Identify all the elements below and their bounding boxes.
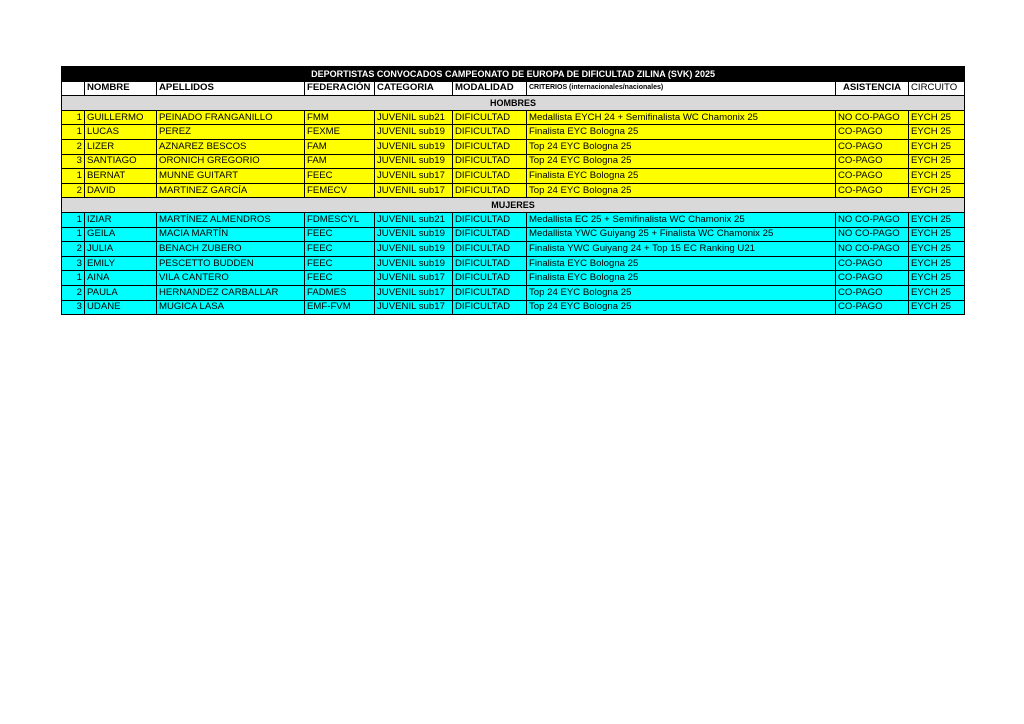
cell-asistencia: CO-PAGO bbox=[836, 154, 909, 169]
cell-federacion: FMM bbox=[305, 110, 375, 125]
table-row bbox=[62, 242, 965, 257]
header-row bbox=[62, 81, 965, 96]
section-header-row bbox=[62, 96, 965, 111]
cell-federacion: FAM bbox=[305, 154, 375, 169]
cell-nombre: AINA bbox=[85, 271, 157, 286]
cell-nombre: BERNAT bbox=[85, 169, 157, 184]
cell-apellidos: MUGICA LASA bbox=[157, 300, 305, 315]
cell-criterios: Top 24 EYC Bologna 25 bbox=[527, 154, 836, 169]
table-row bbox=[62, 300, 965, 315]
cell-asistencia: NO CO-PAGO bbox=[836, 227, 909, 242]
cell-nombre: LUCAS bbox=[85, 125, 157, 140]
cell-apellidos: VILA CANTERO bbox=[157, 271, 305, 286]
cell-federacion: FDMESCYL bbox=[305, 212, 375, 227]
cell-circuito: EYCH 25 bbox=[909, 285, 965, 300]
cell-num: 1 bbox=[62, 212, 85, 227]
title-row bbox=[62, 67, 965, 82]
cell-apellidos: BENACH ZUBERO bbox=[157, 242, 305, 257]
cell-apellidos: PESCETTO BUDDEN bbox=[157, 256, 305, 271]
cell-modalidad: DIFICULTAD bbox=[453, 285, 527, 300]
header-asistencia: ASISTENCIA bbox=[836, 81, 909, 96]
section-header-row bbox=[62, 198, 965, 213]
cell-apellidos: MACIA MARTÍN bbox=[157, 227, 305, 242]
cell-modalidad: DIFICULTAD bbox=[453, 169, 527, 184]
cell-categoria: JUVENIL sub17 bbox=[375, 169, 453, 184]
table-row bbox=[62, 227, 965, 242]
cell-num: 3 bbox=[62, 154, 85, 169]
table-row bbox=[62, 139, 965, 154]
cell-federacion: FEEC bbox=[305, 169, 375, 184]
cell-federacion: FEXME bbox=[305, 125, 375, 140]
cell-federacion: FADMES bbox=[305, 285, 375, 300]
cell-asistencia: NO CO-PAGO bbox=[836, 242, 909, 257]
cell-criterios: Medallista EYCH 24 + Semifinalista WC Chamonix 25 bbox=[527, 110, 836, 125]
cell-categoria: JUVENIL sub19 bbox=[375, 227, 453, 242]
cell-asistencia: CO-PAGO bbox=[836, 256, 909, 271]
cell-asistencia: CO-PAGO bbox=[836, 169, 909, 184]
cell-criterios: Finalista YWC Guiyang 24 + Top 15 EC Ranking U21 bbox=[527, 242, 836, 257]
cell-circuito: EYCH 25 bbox=[909, 139, 965, 154]
header-num bbox=[62, 81, 85, 96]
cell-circuito: EYCH 25 bbox=[909, 212, 965, 227]
cell-modalidad: DIFICULTAD bbox=[453, 242, 527, 257]
cell-categoria: JUVENIL sub19 bbox=[375, 242, 453, 257]
cell-circuito: EYCH 25 bbox=[909, 227, 965, 242]
cell-asistencia: CO-PAGO bbox=[836, 300, 909, 315]
cell-nombre: JULIA bbox=[85, 242, 157, 257]
cell-circuito: EYCH 25 bbox=[909, 256, 965, 271]
cell-apellidos: MARTÍNEZ ALMENDROS bbox=[157, 212, 305, 227]
cell-categoria: JUVENIL sub21 bbox=[375, 212, 453, 227]
cell-categoria: JUVENIL sub19 bbox=[375, 256, 453, 271]
cell-categoria: JUVENIL sub19 bbox=[375, 139, 453, 154]
table-row bbox=[62, 212, 965, 227]
table-title: DEPORTISTAS CONVOCADOS CAMPEONATO DE EUROPA DE DIFICULTAD ZILINA (SVK) 2025 bbox=[62, 67, 965, 82]
cell-num: 1 bbox=[62, 227, 85, 242]
cell-circuito: EYCH 25 bbox=[909, 125, 965, 140]
athletes-table bbox=[61, 66, 965, 315]
cell-federacion: FEEC bbox=[305, 271, 375, 286]
cell-federacion: FEEC bbox=[305, 242, 375, 257]
cell-apellidos: HERNANDEZ CARBALLAR bbox=[157, 285, 305, 300]
cell-federacion: FEMECV bbox=[305, 183, 375, 198]
cell-num: 1 bbox=[62, 125, 85, 140]
cell-asistencia: CO-PAGO bbox=[836, 285, 909, 300]
cell-modalidad: DIFICULTAD bbox=[453, 183, 527, 198]
cell-categoria: JUVENIL sub17 bbox=[375, 285, 453, 300]
cell-nombre: GEILA bbox=[85, 227, 157, 242]
cell-criterios: Top 24 EYC Bologna 25 bbox=[527, 183, 836, 198]
cell-criterios: Finalista EYC Bologna 25 bbox=[527, 169, 836, 184]
table-row bbox=[62, 285, 965, 300]
table-row bbox=[62, 154, 965, 169]
cell-apellidos: ORONICH GREGORIO bbox=[157, 154, 305, 169]
cell-criterios: Medallista YWC Guiyang 25 + Finalista WC Chamonix 25 bbox=[527, 227, 836, 242]
header-categoria: CATEGORIA bbox=[375, 81, 453, 96]
cell-criterios: Medallista EC 25 + Semifinalista WC Chamonix 25 bbox=[527, 212, 836, 227]
cell-modalidad: DIFICULTAD bbox=[453, 212, 527, 227]
cell-num: 3 bbox=[62, 300, 85, 315]
cell-criterios: Top 24 EYC Bologna 25 bbox=[527, 285, 836, 300]
cell-categoria: JUVENIL sub17 bbox=[375, 271, 453, 286]
table-row bbox=[62, 183, 965, 198]
cell-circuito: EYCH 25 bbox=[909, 154, 965, 169]
cell-circuito: EYCH 25 bbox=[909, 271, 965, 286]
cell-modalidad: DIFICULTAD bbox=[453, 300, 527, 315]
cell-modalidad: DIFICULTAD bbox=[453, 139, 527, 154]
cell-apellidos: PEINADO FRANGANILLO bbox=[157, 110, 305, 125]
cell-num: 2 bbox=[62, 183, 85, 198]
cell-modalidad: DIFICULTAD bbox=[453, 125, 527, 140]
cell-num: 1 bbox=[62, 110, 85, 125]
cell-modalidad: DIFICULTAD bbox=[453, 227, 527, 242]
table-row bbox=[62, 256, 965, 271]
cell-modalidad: DIFICULTAD bbox=[453, 110, 527, 125]
table-row bbox=[62, 125, 965, 140]
cell-num: 3 bbox=[62, 256, 85, 271]
cell-apellidos: MUNNE GUITART bbox=[157, 169, 305, 184]
cell-criterios: Finalista EYC Bologna 25 bbox=[527, 125, 836, 140]
cell-criterios: Top 24 EYC Bologna 25 bbox=[527, 139, 836, 154]
cell-num: 2 bbox=[62, 285, 85, 300]
cell-categoria: JUVENIL sub19 bbox=[375, 154, 453, 169]
header-criterios: CRITERIOS (internacionales/nacionales) bbox=[527, 81, 836, 96]
section-label: MUJERES bbox=[62, 198, 965, 213]
cell-circuito: EYCH 25 bbox=[909, 242, 965, 257]
cell-categoria: JUVENIL sub19 bbox=[375, 125, 453, 140]
cell-nombre: PAULA bbox=[85, 285, 157, 300]
table-row bbox=[62, 271, 965, 286]
cell-modalidad: DIFICULTAD bbox=[453, 256, 527, 271]
header-apellidos: APELLIDOS bbox=[157, 81, 305, 96]
cell-categoria: JUVENIL sub17 bbox=[375, 183, 453, 198]
cell-federacion: FEEC bbox=[305, 256, 375, 271]
table-row bbox=[62, 169, 965, 184]
cell-nombre: SANTIAGO bbox=[85, 154, 157, 169]
header-nombre: NOMBRE bbox=[85, 81, 157, 96]
cell-nombre: GUILLERMO bbox=[85, 110, 157, 125]
cell-nombre: EMILY bbox=[85, 256, 157, 271]
cell-nombre: UDANE bbox=[85, 300, 157, 315]
cell-asistencia: NO CO-PAGO bbox=[836, 212, 909, 227]
cell-asistencia: CO-PAGO bbox=[836, 271, 909, 286]
cell-categoria: JUVENIL sub21 bbox=[375, 110, 453, 125]
cell-nombre: IZIAR bbox=[85, 212, 157, 227]
cell-num: 1 bbox=[62, 169, 85, 184]
cell-nombre: DAVID bbox=[85, 183, 157, 198]
cell-asistencia: CO-PAGO bbox=[836, 125, 909, 140]
cell-nombre: LIZER bbox=[85, 139, 157, 154]
cell-federacion: FAM bbox=[305, 139, 375, 154]
cell-asistencia: CO-PAGO bbox=[836, 183, 909, 198]
cell-apellidos: MARTINEZ GARCÍA bbox=[157, 183, 305, 198]
section-label: HOMBRES bbox=[62, 96, 965, 111]
table-row bbox=[62, 110, 965, 125]
cell-apellidos: PEREZ bbox=[157, 125, 305, 140]
cell-num: 1 bbox=[62, 271, 85, 286]
header-circuito: CIRCUITO bbox=[909, 81, 965, 96]
cell-federacion: EMF-FVM bbox=[305, 300, 375, 315]
cell-modalidad: DIFICULTAD bbox=[453, 154, 527, 169]
cell-num: 2 bbox=[62, 242, 85, 257]
cell-federacion: FEEC bbox=[305, 227, 375, 242]
cell-criterios: Finalista EYC Bologna 25 bbox=[527, 271, 836, 286]
cell-apellidos: AZNAREZ BESCOS bbox=[157, 139, 305, 154]
cell-criterios: Finalista EYC Bologna 25 bbox=[527, 256, 836, 271]
cell-circuito: EYCH 25 bbox=[909, 169, 965, 184]
cell-circuito: EYCH 25 bbox=[909, 183, 965, 198]
cell-criterios: Top 24 EYC Bologna 25 bbox=[527, 300, 836, 315]
cell-num: 2 bbox=[62, 139, 85, 154]
cell-asistencia: NO CO-PAGO bbox=[836, 110, 909, 125]
cell-asistencia: CO-PAGO bbox=[836, 139, 909, 154]
cell-circuito: EYCH 25 bbox=[909, 110, 965, 125]
header-modalidad: MODALIDAD bbox=[453, 81, 527, 96]
cell-circuito: EYCH 25 bbox=[909, 300, 965, 315]
cell-modalidad: DIFICULTAD bbox=[453, 271, 527, 286]
cell-categoria: JUVENIL sub17 bbox=[375, 300, 453, 315]
header-federacion: FEDERACIÓN bbox=[305, 81, 375, 96]
